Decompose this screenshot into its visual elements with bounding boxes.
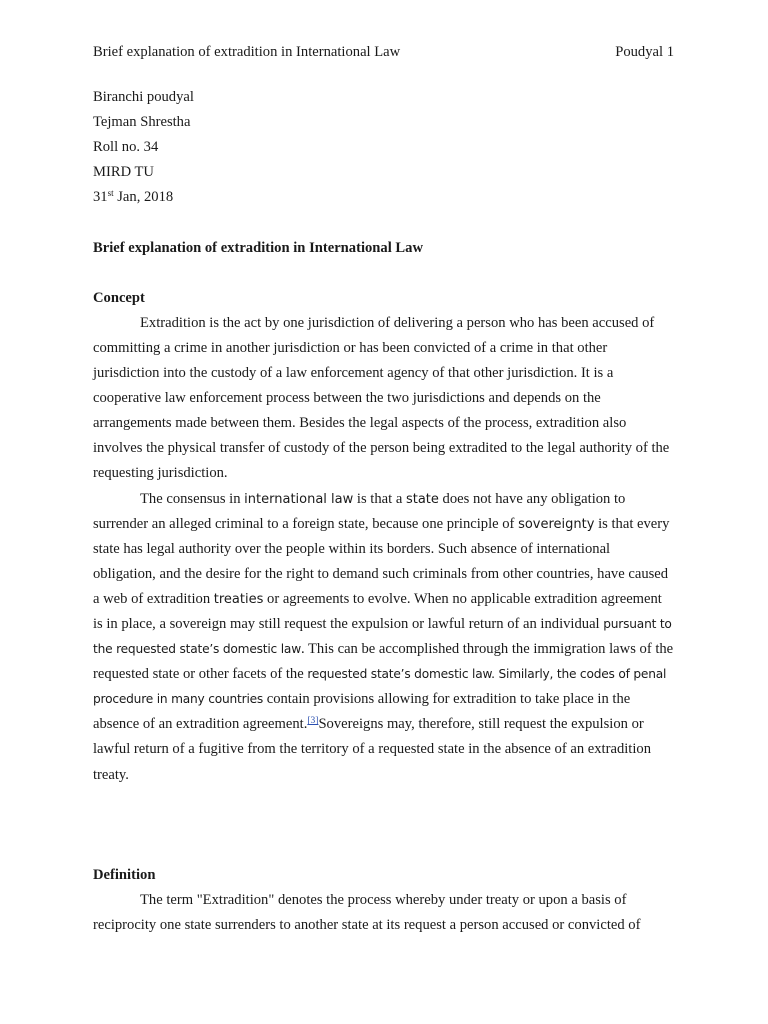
blank-line [93,210,675,235]
text-run: is that a [353,490,406,507]
concept-heading: Concept [93,289,145,306]
sans-text-run: requested state’s domestic law. Similarly, the codes of penal procedure in many countries [93,667,667,707]
link-sovereignty[interactable]: sovereignty [518,516,595,532]
document-title: Brief explanation of extradition in International Law [93,239,423,256]
concept-paragraph-2 [93,487,675,788]
blank-space [93,788,675,863]
instructor-name: Tejman Shrestha [93,114,191,131]
footnote-reference[interactable]: [3] [307,716,319,727]
definition-heading: Definition [93,866,156,883]
link-state[interactable]: state [405,491,439,507]
concept-paragraph-1: Extradition is the act by one jurisdiction of delivering a person who has been accused of committing a crime in another jurisdiction or has been convicted of a crime in that other jurisdiction into the custody of a law enforcement agency of that other jurisdiction. It is a cooperative law enforcement process between the two jurisdictions and depends on the arrangements made between them. Besides the legal aspects of the process, extradition also involves the physical transfer of custody of the person being extradited to the legal authority of the requesting jurisdiction. [93,314,670,482]
text-run: does not have any obligation to surrender an alleged criminal to a foreign state, because one principle of [93,490,626,532]
document-body [93,85,675,938]
text-run: Sovereigns may, therefore, still request the expulsion or lawful return of a fugitive from the territory of a requested state in the absence of an extradition treaty. [93,716,651,783]
date-month-year: Jan, 2018 [113,189,174,206]
link-treaties[interactable]: treaties [213,591,264,607]
link-international-law[interactable]: international law [244,491,354,507]
document-date [93,185,675,210]
text-run: . This can be accomplished through the immigration laws of the requested state or other facets of the [93,641,674,683]
running-header-page-number: Poudyal 1 [615,44,674,60]
date-ordinal-suffix: st [107,188,114,199]
sans-text-run: pursuant to the requested state’s domestic law [93,616,672,657]
text-run: or agreements to evolve. When no applicable extradition agreement is in place, a sovereign may still request the expulsion or lawful return of an individual [93,590,662,632]
author-name: Biranchi poudyal [93,89,194,105]
blank-line [93,261,675,286]
text-run: is that every state has legal authority over the people within its borders. Such absence of international obligation, and the desire for the right to demand such criminals from other countries, have caused a web of extradition [93,515,670,607]
roll-number: Roll no. 34 [93,139,159,156]
text-run: The consensus in [140,490,245,507]
institution-name: MIRD TU [93,164,154,181]
running-header-title: Brief explanation of extradition in International Law [93,44,401,60]
date-day: 31 [93,189,108,206]
definition-paragraph-1: The term "Extradition" denotes the process whereby under treaty or upon a basis of reciprocity one state surrenders to another state at its request a person accused or convicted of [93,891,641,933]
text-run: contain provisions allowing for extradition to take place in the absence of an extradition agreement. [93,691,631,733]
